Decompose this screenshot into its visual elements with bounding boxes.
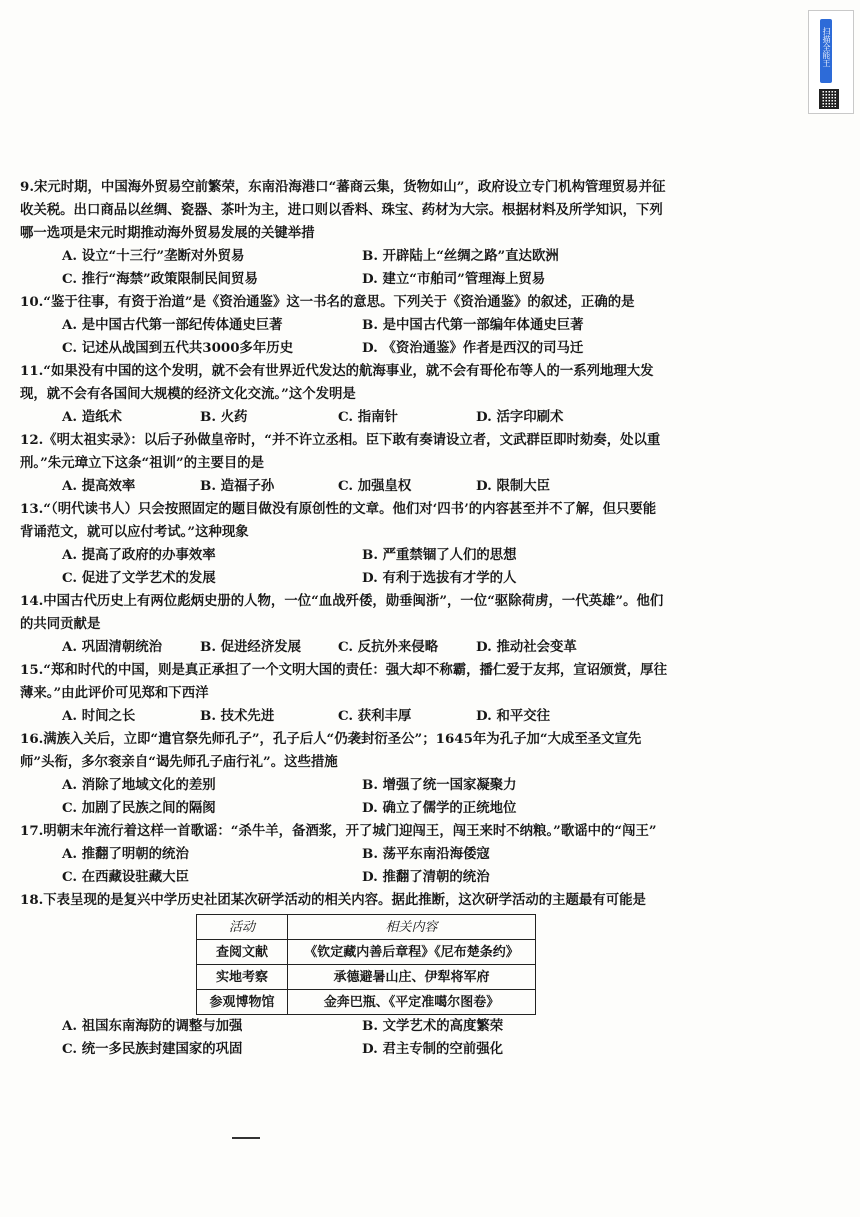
page-mark <box>232 1137 260 1139</box>
table-row <box>197 940 536 965</box>
option-b[interactable]: B. 荡平东南沿海倭寇 <box>362 846 490 862</box>
option-c[interactable]: C. 记述从战国到五代共3000多年历史 <box>62 340 294 356</box>
option-a[interactable]: A. 设立“十三行”垄断对外贸易 <box>62 248 245 264</box>
question-number: 11. <box>20 363 44 379</box>
question-stem: “郑和时代的中国，则是真正承担了一个文明大国的责任：强大却不称霸，播仁爱于友邦，宣诏颁赏，厚往薄来。”由此评价可见郑和下西洋 <box>20 662 667 701</box>
option-list <box>20 774 668 820</box>
question-15 <box>20 659 668 728</box>
option-list <box>20 314 668 360</box>
option-list <box>20 544 668 590</box>
option-a[interactable]: A. 巩固清朝统治 <box>62 639 163 655</box>
option-c[interactable]: C. 促进了文学艺术的发展 <box>62 570 216 586</box>
question-12 <box>20 429 668 498</box>
option-a[interactable]: A. 消除了地域文化的差别 <box>62 777 216 793</box>
table-header-cell: 相关内容 <box>288 915 536 940</box>
qr-code-icon <box>819 89 839 109</box>
option-d[interactable]: D. 和平交往 <box>476 708 551 724</box>
option-d[interactable]: D. 限制大臣 <box>476 478 551 494</box>
option-b[interactable]: B. 促进经济发展 <box>200 639 301 655</box>
question-14 <box>20 590 668 659</box>
question-16 <box>20 728 668 820</box>
option-c[interactable]: C. 加剧了民族之间的隔阂 <box>62 800 216 816</box>
table-cell: 参观博物馆 <box>197 990 288 1015</box>
option-a[interactable]: A. 提高效率 <box>62 478 136 494</box>
option-list <box>20 406 668 429</box>
option-d[interactable]: D. 君主专制的空前强化 <box>362 1041 503 1057</box>
option-d[interactable]: D. 活字印刷术 <box>476 409 564 425</box>
option-d[interactable]: D. 有利于选拔有才学的人 <box>362 570 517 586</box>
option-d[interactable]: D. 推动社会变革 <box>476 639 577 655</box>
option-b[interactable]: B. 造福子孙 <box>200 478 275 494</box>
question-stem: 中国古代历史上有两位彪炳史册的人物，一位“血战歼倭，勋垂闽浙”，一位“驱除荷虏，一代英雄”。他们的共同贡献是 <box>20 593 664 632</box>
question-number: 16. <box>20 731 44 747</box>
question-number: 17. <box>20 823 44 839</box>
option-b[interactable]: B. 火药 <box>200 409 248 425</box>
option-list <box>20 843 668 889</box>
question-11 <box>20 360 668 429</box>
question-9 <box>20 176 668 291</box>
option-b[interactable]: B. 是中国古代第一部编年体通史巨著 <box>362 317 584 333</box>
option-list <box>20 636 668 659</box>
table-cell: 查阅文献 <box>197 940 288 965</box>
option-c[interactable]: C. 统一多民族封建国家的巩固 <box>62 1041 243 1057</box>
question-18 <box>20 889 668 1061</box>
option-c[interactable]: C. 指南针 <box>338 409 398 425</box>
option-d[interactable]: D. 推翻了清朝的统治 <box>362 869 490 885</box>
scanner-watermark <box>808 10 854 114</box>
question-number: 18. <box>20 892 44 908</box>
question-stem: “鉴于往事，有资于治道”是《资治通鉴》这一书名的意思。下列关于《资治通鉴》的叙述，正确的是 <box>43 294 635 310</box>
question-number: 13. <box>20 501 44 517</box>
option-a[interactable]: A. 祖国东南海防的调整与加强 <box>62 1018 243 1034</box>
question-number: 15. <box>20 662 44 678</box>
option-c[interactable]: C. 获利丰厚 <box>338 708 412 724</box>
question-10 <box>20 291 668 360</box>
question-stem: 下表呈现的是复兴中学历史社团某次研学活动的相关内容。据此推断，这次研学活动的主题最有可能是 <box>43 892 646 908</box>
scanner-label: 扫描全能王 <box>822 27 831 67</box>
activity-table <box>196 914 536 1015</box>
option-c[interactable]: C. 推行“海禁”政策限制民间贸易 <box>62 271 258 287</box>
option-list <box>20 1015 668 1061</box>
table-cell: 实地考察 <box>197 965 288 990</box>
table-header-cell: 活动 <box>197 915 288 940</box>
option-c[interactable]: C. 反抗外来侵略 <box>338 639 439 655</box>
option-a[interactable]: A. 提高了政府的办事效率 <box>62 547 216 563</box>
option-b[interactable]: B. 开辟陆上“丝绸之路”直达欧洲 <box>362 248 559 264</box>
table-row <box>197 965 536 990</box>
option-c[interactable]: C. 在西藏设驻藏大臣 <box>62 869 189 885</box>
option-list <box>20 245 668 291</box>
table-row <box>197 990 536 1015</box>
question-number: 12. <box>20 432 44 448</box>
table-cell: 承德避暑山庄、伊犁将军府 <box>288 965 536 990</box>
question-number: 14. <box>20 593 44 609</box>
option-b[interactable]: B. 严重禁锢了人们的思想 <box>362 547 517 563</box>
question-stem: “如果没有中国的这个发明，就不会有世界近代发达的航海事业，就不会有哥伦布等人的一系列地理大发现，就不会有各国间大规模的经济文化交流。”这个发明是 <box>20 363 654 402</box>
option-a[interactable]: A. 推翻了明朝的统治 <box>62 846 189 862</box>
option-list <box>20 705 668 728</box>
question-17 <box>20 820 668 889</box>
option-c[interactable]: C. 加强皇权 <box>338 478 412 494</box>
option-b[interactable]: B. 增强了统一国家凝聚力 <box>362 777 517 793</box>
question-number: 9. <box>20 179 34 195</box>
table-header-row <box>197 915 536 940</box>
option-d[interactable]: D. 《资治通鉴》作者是西汉的司马迁 <box>362 340 584 356</box>
question-stem: 明朝末年流行着这样一首歌谣：“杀牛羊，备酒浆，开了城门迎闯王，闯王来时不纳粮。”歌谣中的“闯王” <box>43 823 657 839</box>
question-13 <box>20 498 668 590</box>
option-a[interactable]: A. 是中国古代第一部纪传体通史巨著 <box>62 317 283 333</box>
question-list <box>20 176 668 1061</box>
question-stem: 《明太祖实录》：以后子孙做皇帝时，“并不许立丞相。臣下敢有奏请设立者，文武群臣即时劾奏，处以重刑。”朱元璋立下这条“祖训”的主要目的是 <box>20 432 661 471</box>
question-stem: 满族入关后，立即“遣官祭先师孔子”，孔子后人“仍袭封衍圣公”；1645年为孔子加“大成至圣文宣先师”头衔，多尔衮亲自“谒先师孔子庙行礼”。这些措施 <box>20 731 642 770</box>
table-cell: 金奔巴瓶、《平定准噶尔图卷》 <box>288 990 536 1015</box>
question-number: 10. <box>20 294 44 310</box>
option-d[interactable]: D. 建立“市舶司”管理海上贸易 <box>362 271 546 287</box>
question-stem: “（明代读书人）只会按照固定的题目做没有原创性的文章。他们对‘四书’的内容甚至并不了解，但只要能背诵范文，就可以应付考试。”这种现象 <box>20 501 657 540</box>
option-d[interactable]: D. 确立了儒学的正统地位 <box>362 800 517 816</box>
option-list <box>20 475 668 498</box>
option-a[interactable]: A. 造纸术 <box>62 409 122 425</box>
option-b[interactable]: B. 技术先进 <box>200 708 275 724</box>
option-b[interactable]: B. 文学艺术的高度繁荣 <box>362 1018 504 1034</box>
table-cell: 《钦定藏内善后章程》《尼布楚条约》 <box>288 940 536 965</box>
question-stem: 宋元时期，中国海外贸易空前繁荣，东南沿海港口“蕃商云集，货物如山”，政府设立专门机构管理贸易并征收关税。出口商品以丝绸、瓷器、茶叶为主，进口则以香料、珠宝、药材为大宗。根据材料及所学知识，下列哪一选项是宋元时期推动海外贸易发展的关键举措 <box>20 179 666 241</box>
option-a[interactable]: A. 时间之长 <box>62 708 136 724</box>
